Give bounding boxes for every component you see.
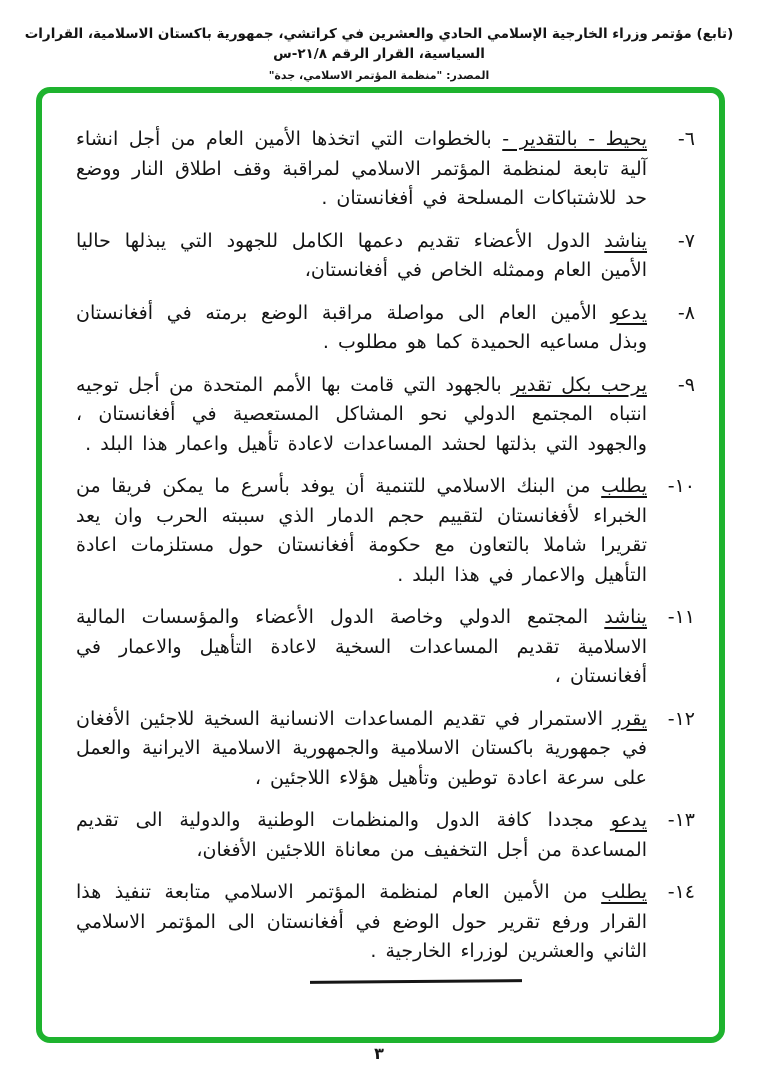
clause-text: [76, 878, 647, 967]
clause-text: [76, 603, 647, 692]
clause-number: ٨-: [677, 301, 695, 324]
resolution-clause-12: [76, 705, 695, 794]
content-frame: [36, 87, 725, 1043]
clause-body: الدول الأعضاء تقديم دعمها الكامل للجهود التي يبذلها حاليا الأمين العام وممثله الخاص في أفغانستان،: [76, 229, 647, 281]
clause-number: ١٣-: [667, 809, 695, 831]
clause-lead-underlined: يطلب: [601, 881, 647, 903]
clause-number: ٧-: [677, 229, 695, 252]
clause-lead-underlined: يدعو: [610, 301, 648, 324]
clause-body: الأمين العام الى مواصلة مراقبة الوضع برمته في أفغانستان وبذل مساعيه الحميدة كما هو مطلوب .: [76, 301, 647, 353]
resolution-clause-11: [76, 603, 695, 692]
clause-text: [76, 472, 647, 590]
end-of-text-divider: [309, 979, 521, 984]
clause-body: مجددا كافة الدول والمنظمات الوطنية والدولية الى تقديم المساعدة من أجل التخفيف من معاناة اللاجئين الأفغان،: [76, 809, 647, 861]
clause-lead-underlined: يناشد: [604, 229, 647, 252]
resolution-clause-8: [76, 299, 695, 358]
clause-body: الاستمرار في تقديم المساعدات الانسانية السخية للاجئين الأفغان في جمهورية باكستان الاسلامية والجمهورية الاسلامية الايرانية والعمل على سرعة اعادة توطين وتأهيل هؤلاء اللاجئين ،: [76, 707, 647, 789]
clause-lead-underlined: يناشد: [604, 606, 647, 628]
resolution-clause-9: [76, 371, 695, 460]
clause-lead-underlined: يطلب: [601, 475, 647, 497]
resolution-clause-13: [76, 806, 695, 865]
resolution-clause-7: [76, 227, 695, 286]
clause-number: ١٢-: [667, 707, 695, 730]
clause-lead-underlined: يقرر: [612, 707, 647, 730]
clause-text: [76, 125, 647, 214]
clause-text: [76, 371, 647, 460]
clause-number: ٦-: [677, 128, 695, 150]
header-source-line: المصدر: "منظمة المؤتمر الاسلامي، جدة": [268, 69, 490, 82]
resolution-clause-list: [76, 125, 695, 967]
clause-lead-underlined: يدعو: [610, 809, 647, 831]
clause-text: [76, 705, 647, 794]
resolution-clause-6: [76, 125, 695, 214]
header-title-line: (تابع) مؤتمر وزراء الخارجية الإسلامي الحادي والعشرين في كراتشي، جمهورية باكستان الاسلامية، القرارات السياسية، القرار الرقم ٢١/٨-س: [24, 26, 734, 62]
clause-lead-underlined: يرحب بكل تقدير: [511, 373, 647, 396]
resolution-clause-10: [76, 472, 695, 590]
clause-number: ١٤-: [667, 881, 695, 903]
clause-number: ١٠-: [667, 475, 695, 497]
clause-body: المجتمع الدولي وخاصة الدول الأعضاء والمؤسسات المالية الاسلامية تقديم المساعدات السخية لاعادة التأهيل والاعمار في أفغانستان ،: [76, 606, 647, 687]
clause-body: من البنك الاسلامي للتنمية أن يوفد بأسرع ما يمكن فريقا من الخبراء لأفغانستان لتقييم حجم الدمار الذي سببته الحرب وان يعد تقريرا شاملا بالتعاون مع حكومة أفغانستان حول مستلزمات اعادة التأهيل والاعمار في هذا البلد .: [76, 475, 647, 586]
clause-text: [76, 806, 647, 865]
clause-body: بالجهود التي قامت بها الأمم المتحدة من أجل توجيه انتباه المجتمع الدولي نحو المشاكل المستعصية في أفغانستان ، والجهود التي بذلتها لحشد المساعدات لاعادة تأهيل واعمار هذا البلد .: [76, 373, 647, 455]
page-number: ٣: [374, 1044, 384, 1063]
clause-number: ٩-: [677, 373, 695, 396]
clause-body: بالخطوات التي اتخذها الأمين العام من أجل انشاء آلية تابعة لمنظمة المؤتمر الاسلامي لمراقبة وقف اطلاق النار ووضع حد للاشتباكات المسلحة في أفغانستان .: [76, 128, 647, 209]
clause-text: [76, 227, 647, 286]
clause-number: ١١-: [667, 606, 695, 628]
clause-body: من الأمين العام لمنظمة المؤتمر الاسلامي متابعة تنفيذ هذا القرار ورفع تقرير حول الوضع في أفغانستان الى المؤتمر الاسلامي الثاني والعشرين لوزراء الخارجية .: [76, 881, 647, 962]
document-header: [8, 24, 750, 82]
clause-text: [76, 299, 647, 358]
resolution-clause-14: [76, 878, 695, 967]
clause-lead-underlined: يحيط - بالتقدير -: [502, 128, 648, 150]
